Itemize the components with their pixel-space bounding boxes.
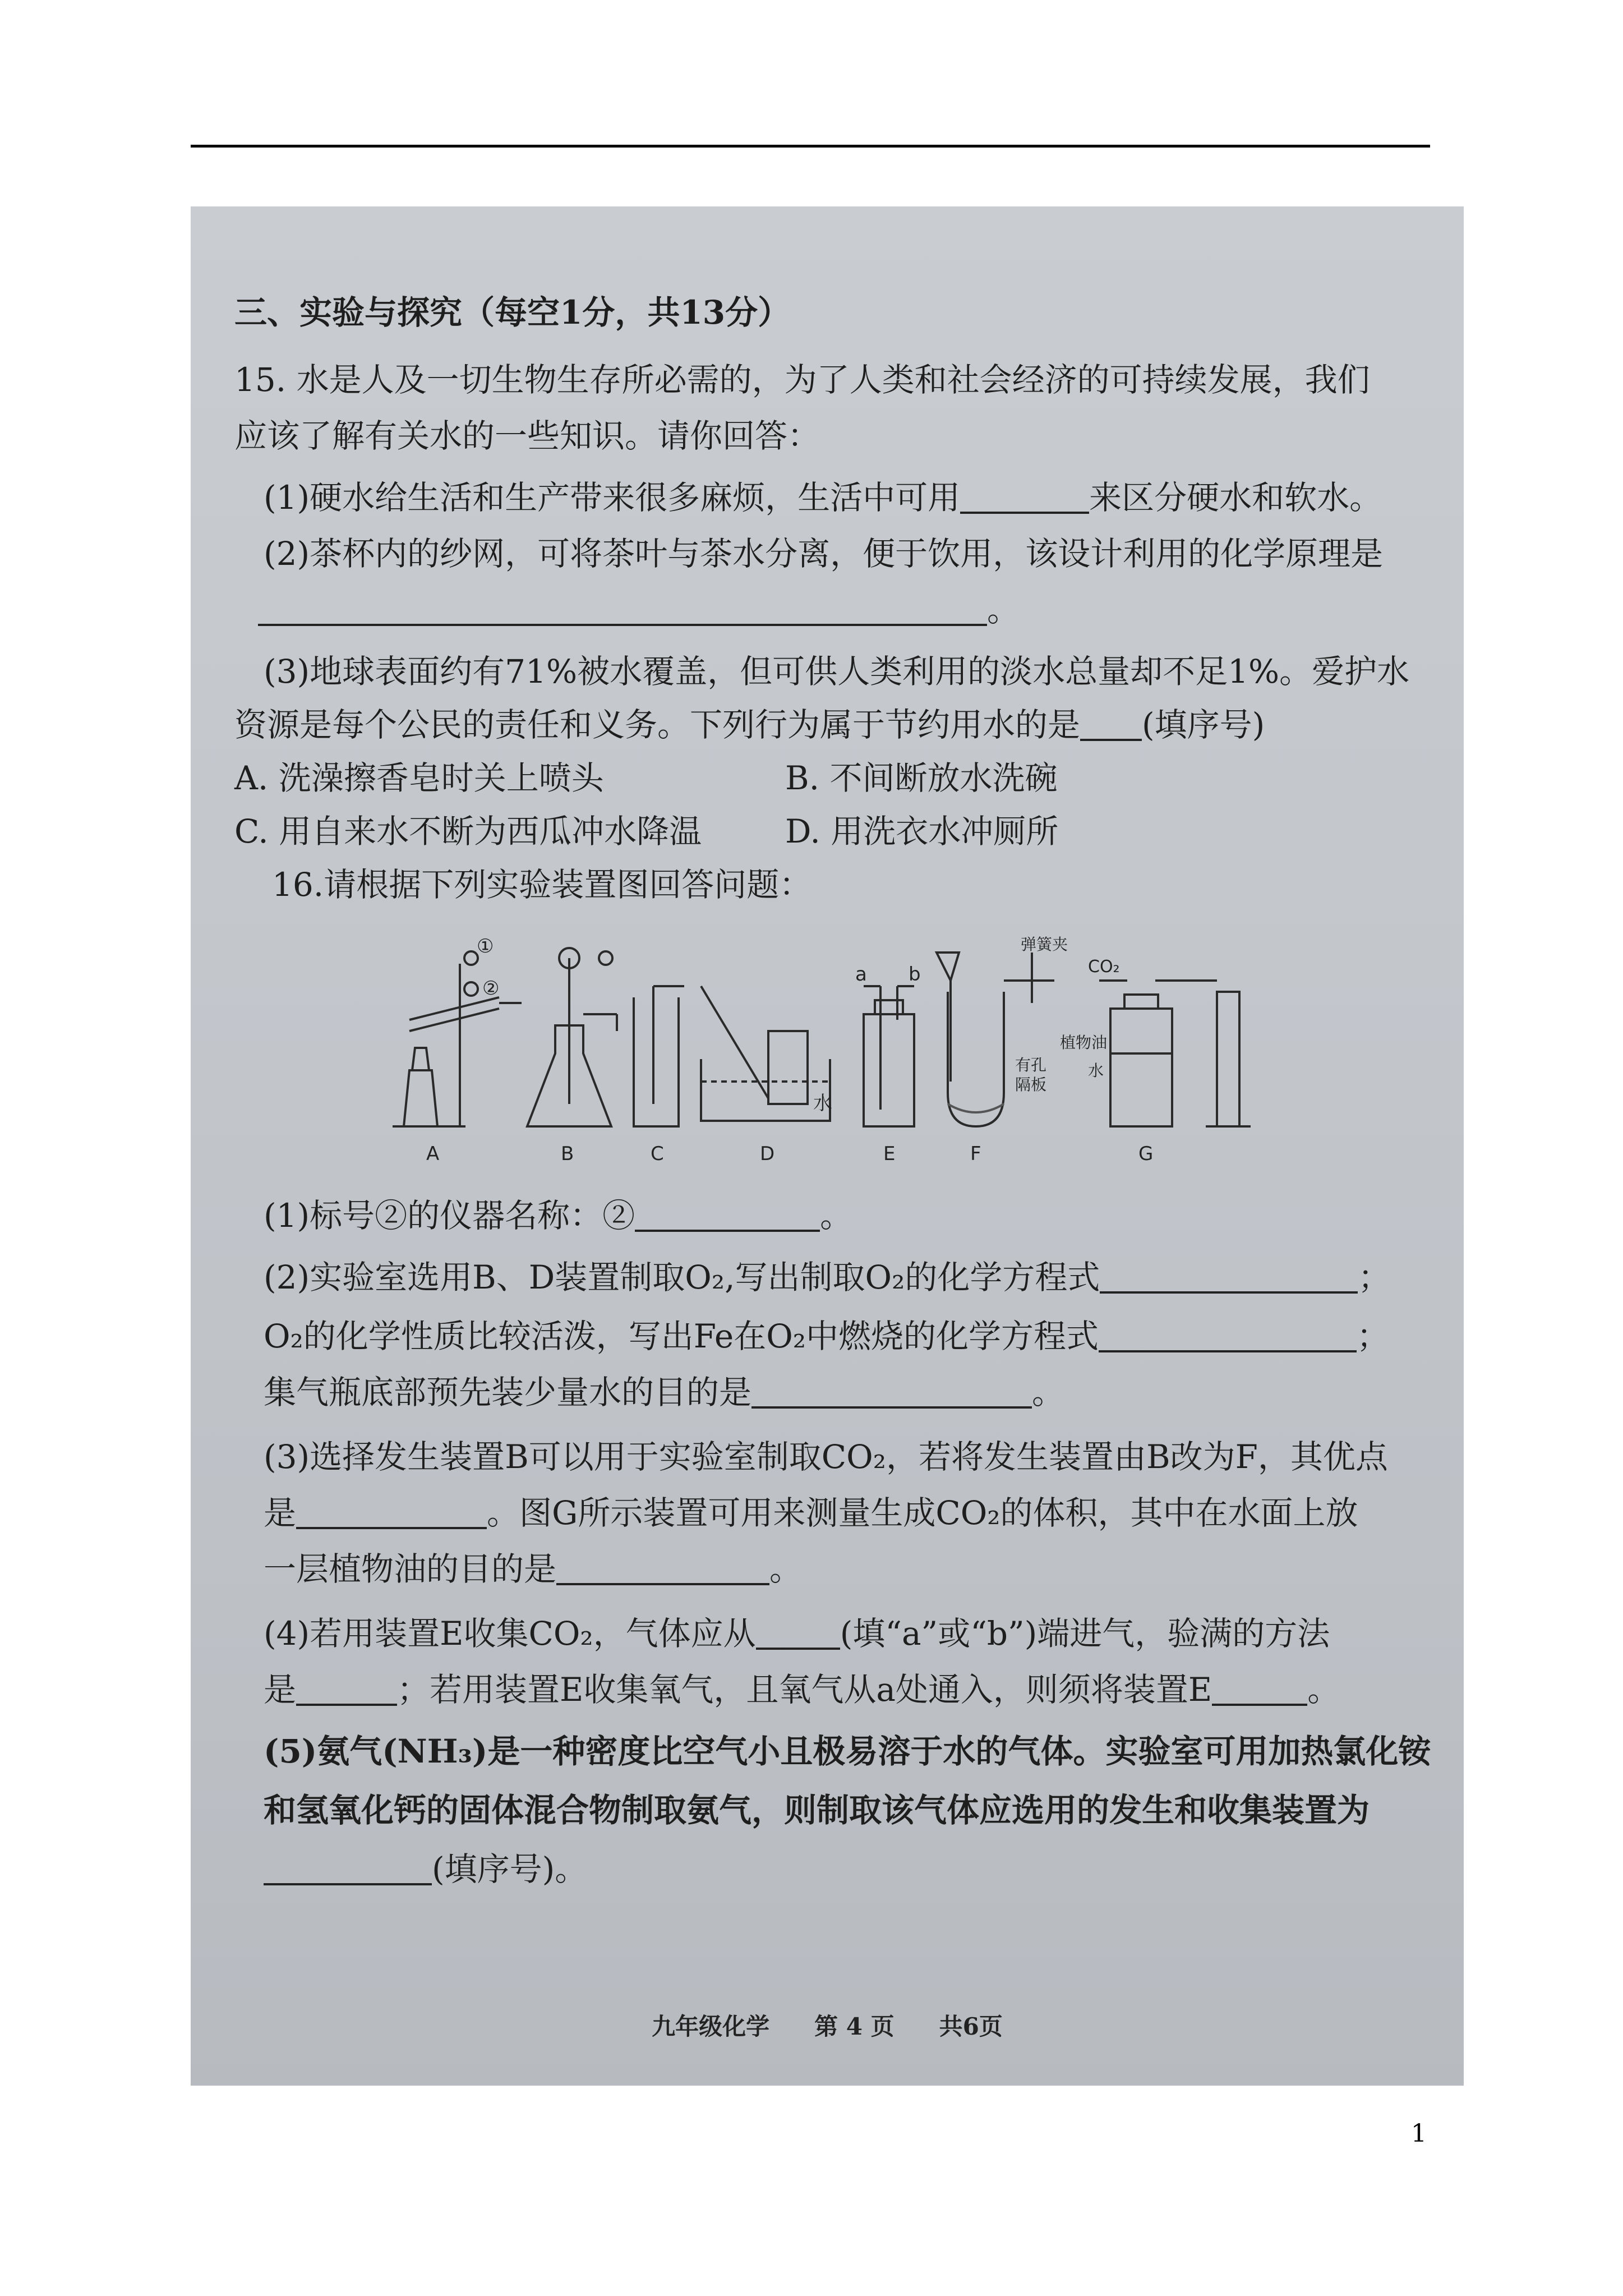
q16-part5-line2: 和氢氧化钙的固体混合物制取氨气，则制取该气体应选用的发生和收集装置为 xyxy=(264,1791,1370,1829)
diagram-tag-a: a xyxy=(855,963,867,986)
q16-part3-line3 xyxy=(264,1550,803,1588)
q16-part3-text-3: 一层植物油的目的是 xyxy=(264,1550,557,1588)
q16-part1-end: 。 xyxy=(820,1197,853,1235)
answer-blank[interactable] xyxy=(756,1619,840,1650)
diagram-label-g: G xyxy=(1138,1143,1154,1165)
diagram-tag-co2: CO₂ xyxy=(1088,957,1120,977)
diagram-tag-oil: 植物油 xyxy=(1060,1033,1108,1052)
q15-part2: (2)茶杯内的纱网，可将茶叶与茶水分离，便于饮用，该设计利用的化学原理是 xyxy=(264,535,1384,573)
diagram-tag-plate-2: 隔板 xyxy=(1015,1075,1047,1094)
answer-blank[interactable] xyxy=(556,1555,769,1585)
q16-part2-sep: ； xyxy=(1358,1258,1391,1296)
answer-blank[interactable] xyxy=(1080,711,1142,741)
apparatus-d xyxy=(701,986,830,1121)
q15-part2-end: 。 xyxy=(987,591,1020,629)
option-a: A. 洗澡擦香皂时关上喷头 xyxy=(234,759,604,797)
answer-blank[interactable] xyxy=(960,484,1089,514)
answer-blank[interactable] xyxy=(1099,1322,1357,1352)
q16-part4-text: (4)若用装置E收集CO₂，气体应从 xyxy=(264,1614,756,1653)
q15-part3-note: (填序号) xyxy=(1142,706,1265,744)
q16-part3-text: 是 xyxy=(264,1494,297,1532)
footer-subject: 九年级化学 xyxy=(652,2013,770,2040)
answer-blank[interactable] xyxy=(264,1855,432,1885)
diagram-tag-1: ① xyxy=(477,936,494,958)
q16-part4-line1 xyxy=(264,1614,1330,1653)
q16-stem: 16.请根据下列实验装置图回答问题： xyxy=(272,866,812,904)
diagram-tag-plate-1: 有孔 xyxy=(1015,1056,1047,1074)
diagram-label-b: B xyxy=(561,1143,574,1165)
apparatus-g xyxy=(1099,981,1251,1126)
q16-part5-note: (填序号)。 xyxy=(432,1850,588,1888)
option-d: D. 用洗衣水冲厕所 xyxy=(785,812,1059,850)
answer-blank[interactable] xyxy=(1100,1263,1358,1294)
q16-part1 xyxy=(264,1197,853,1235)
answer-blank[interactable] xyxy=(296,1499,487,1529)
footer-page: 第 4 页 xyxy=(814,2013,895,2040)
q15-part1 xyxy=(264,478,1382,517)
diagram-tag-water: 水 xyxy=(813,1092,832,1115)
diagram-label-f: F xyxy=(970,1143,981,1165)
q16-part4-line2 xyxy=(264,1671,1340,1709)
q16-part3-end: 。 xyxy=(769,1550,803,1588)
q16-part2-text-2: O₂的化学性质比较活泼，写出Fe在O₂中燃烧的化学方程式 xyxy=(264,1317,1099,1355)
answer-blank[interactable] xyxy=(296,1676,397,1706)
apparatus-a xyxy=(393,951,522,1126)
q16-part2-line1 xyxy=(264,1258,1391,1296)
diagram-label-a: A xyxy=(426,1143,440,1165)
answer-blank[interactable] xyxy=(751,1378,1032,1409)
apparatus-b xyxy=(527,948,617,1126)
answer-blank[interactable] xyxy=(1212,1676,1307,1706)
apparatus-f xyxy=(937,953,1054,1126)
apparatus-e xyxy=(864,986,914,1126)
diagram-tag-water-g: 水 xyxy=(1088,1061,1104,1080)
diagram-tag-2: ② xyxy=(482,977,500,1000)
page-number: 1 xyxy=(1411,2119,1427,2148)
q16-part3-line1: (3)选择发生装置B可以用于实验室制取CO₂，若将发生装置由B改为F，其优点 xyxy=(264,1438,1388,1476)
q16-part2-text: (2)实验室选用B、D装置制取O₂,写出制取O₂的化学方程式 xyxy=(264,1258,1100,1296)
q15-part1-text-end: 来区分硬水和软水。 xyxy=(1089,478,1382,517)
diagram-label-d: D xyxy=(760,1143,775,1165)
q16-part3-text-2: 。图G所示装置可用来测量生成CO₂的体积，其中在水面上放 xyxy=(487,1494,1358,1532)
page-footer xyxy=(191,2008,1464,2042)
section-title: 三、实验与探究（每空1分，共13分） xyxy=(234,293,791,332)
q16-part3-line2 xyxy=(264,1494,1358,1532)
option-b: B. 不间断放水洗碗 xyxy=(785,759,1058,797)
q16-part4-text-4: ；若用装置E收集氧气，且氧气从a处通入，则须将装置E xyxy=(397,1671,1212,1709)
q16-part2-text-3: 集气瓶底部预先装少量水的目的是 xyxy=(264,1373,752,1411)
q16-part4-text-3: 是 xyxy=(264,1671,297,1709)
header-rule xyxy=(191,145,1430,148)
q16-part2-line3 xyxy=(264,1373,1065,1411)
q16-part4-text-2: (填“a”或“b”)端进气，验满的方法 xyxy=(840,1614,1330,1653)
q16-part5-line1: (5)氨气(NH₃)是一种密度比空气小且极易溶于水的气体。实验室可用加热氯化铵 xyxy=(264,1732,1431,1770)
q15-part3-line1: (3)地球表面约有71%被水覆盖，但可供人类利用的淡水总量却不足1%。爱护水 xyxy=(264,652,1410,691)
q15-part2-answer xyxy=(258,591,1020,629)
scanned-exam-page xyxy=(191,206,1464,2086)
option-c: C. 用自来水不断为西瓜冲水降温 xyxy=(234,812,702,850)
diagram-label-c: C xyxy=(651,1143,664,1165)
q15-part3-text: 资源是每个公民的责任和义务。下列行为属于节约用水的是 xyxy=(234,706,1081,744)
apparatus-diagram xyxy=(387,936,1273,1171)
q16-part2-sep-2: ； xyxy=(1357,1317,1390,1355)
diagram-tag-b: b xyxy=(909,963,921,986)
q15-part1-text: (1)硬水给生活和生产带来很多麻烦，生活中可用 xyxy=(264,478,961,517)
footer-total: 共6页 xyxy=(939,2013,1003,2040)
q15-stem-line2: 应该了解有关水的一些知识。请你回答： xyxy=(234,417,820,455)
q16-part4-end: 。 xyxy=(1307,1671,1340,1709)
q15-stem-line1: 15. 水是人及一切生物生存所必需的，为了人类和社会经济的可持续发展，我们 xyxy=(234,361,1370,399)
q16-part2-line2 xyxy=(264,1317,1390,1355)
q16-part5-line3 xyxy=(264,1850,588,1888)
q16-part1-text: (1)标号②的仪器名称：② xyxy=(264,1197,635,1235)
q16-part2-end: 。 xyxy=(1032,1373,1065,1411)
diagram-tag-clamp: 弹簧夹 xyxy=(1021,936,1068,954)
apparatus-c xyxy=(634,986,684,1126)
q15-part3-line2 xyxy=(234,706,1265,744)
answer-blank[interactable] xyxy=(635,1202,820,1232)
answer-blank[interactable] xyxy=(258,596,987,626)
diagram-label-e: E xyxy=(883,1143,896,1165)
